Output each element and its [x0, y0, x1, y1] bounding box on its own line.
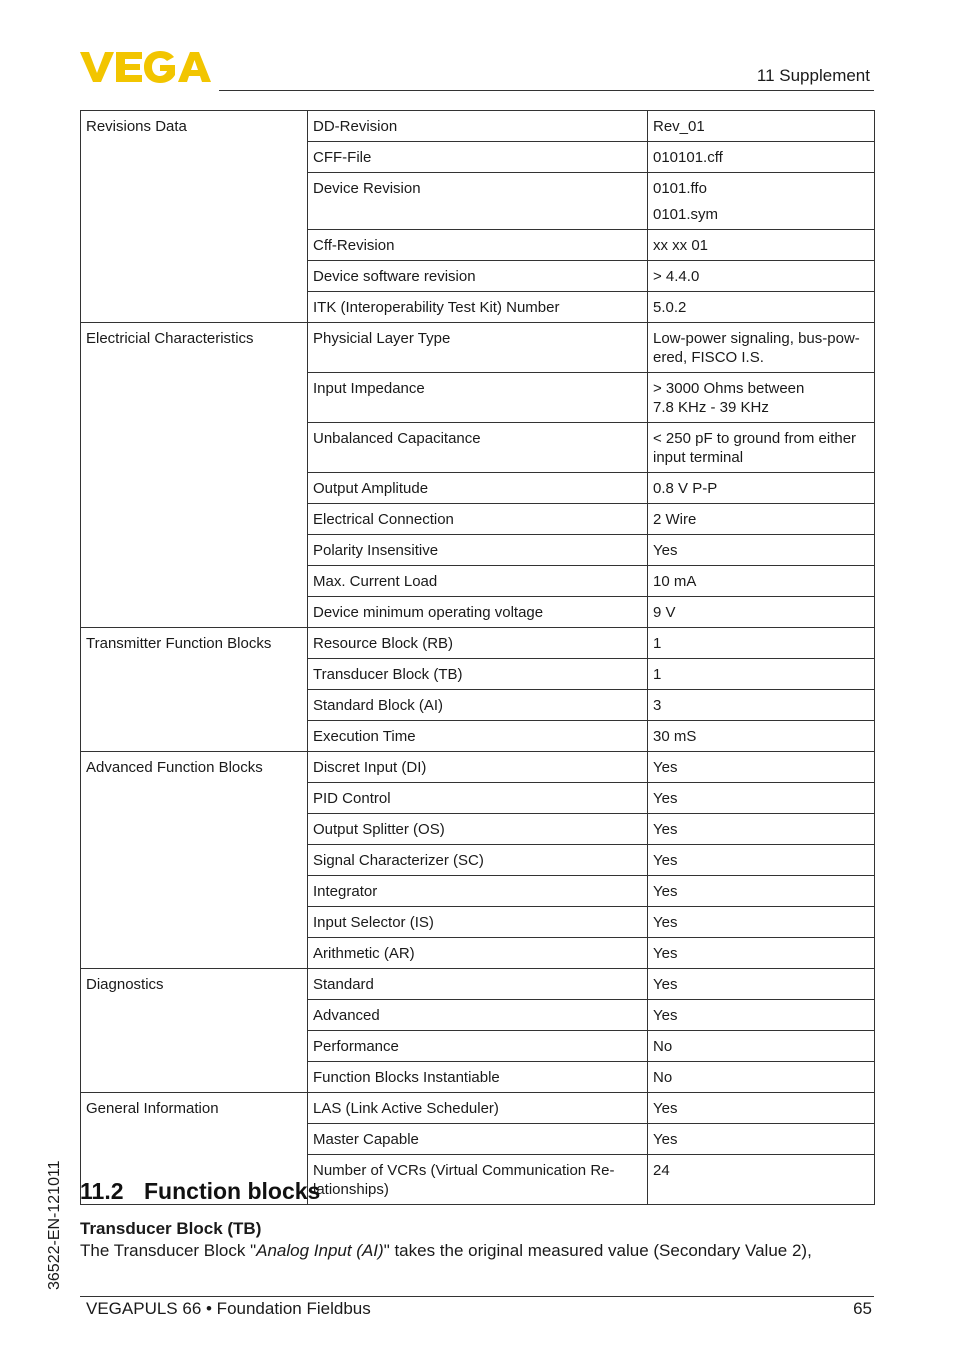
value-text: 0101.sym [653, 206, 719, 223]
value-cell [648, 845, 875, 876]
parameter-cell: Electrical Connection [308, 504, 648, 535]
paragraph-text-2: " takes the original measured value (Secondary Value 2), [383, 1241, 812, 1260]
value-cell [648, 1062, 875, 1093]
parameter-cell: Input Impedance [308, 373, 648, 423]
value-text: No [653, 1069, 673, 1086]
value-text: Yes [653, 914, 678, 931]
value-cell [648, 783, 875, 814]
value-cell [648, 907, 875, 938]
value-cell [648, 142, 875, 173]
parameter-cell: Signal Characterizer (SC) [308, 845, 648, 876]
value-cell [648, 969, 875, 1000]
value-cell [648, 721, 875, 752]
value-cell [648, 628, 875, 659]
value-text: 3 [653, 697, 662, 714]
parameter-cell: Output Amplitude [308, 473, 648, 504]
value-text: 30 mS [653, 728, 697, 745]
value-cell [648, 659, 875, 690]
section-heading [80, 1178, 320, 1205]
value-cell [648, 566, 875, 597]
parameter-cell: Physicial Layer Type [308, 323, 648, 373]
parameter-cell: Output Splitter (OS) [308, 814, 648, 845]
parameter-cell: Device software revision [308, 261, 648, 292]
value-text: > 3000 Ohms between 7.8 KHz - 39 KHz [653, 380, 805, 416]
table-row [81, 628, 875, 659]
group-cell: General Information [81, 1093, 308, 1205]
parameter-cell: Integrator [308, 876, 648, 907]
value-text: Yes [653, 883, 678, 900]
group-cell: Advanced Function Blocks [81, 752, 308, 969]
value-text: 9 V [653, 604, 676, 621]
value-cell [648, 1000, 875, 1031]
parameter-cell: Arithmetic (AR) [308, 938, 648, 969]
paragraph-text-1: The Transducer Block " [80, 1241, 257, 1260]
value-text: Yes [653, 542, 678, 559]
value-text: Yes [653, 976, 678, 993]
subheading: Transducer Block (TB) [80, 1219, 262, 1238]
group-cell: Electricial Characteristics [81, 323, 308, 628]
value-cell [648, 938, 875, 969]
parameter-cell: Advanced [308, 1000, 648, 1031]
value-text: > 4.4.0 [653, 268, 700, 285]
value-text: Yes [653, 759, 678, 776]
value-cell [648, 230, 875, 261]
value-cell [648, 814, 875, 845]
value-cell [648, 111, 875, 142]
table-row [81, 323, 875, 373]
value-cell [648, 1031, 875, 1062]
value-text: < 250 pF to ground from either input terminal [653, 430, 857, 466]
specification-table [80, 110, 875, 1205]
parameter-cell: Device minimum operating voltage [308, 597, 648, 628]
value-cell [648, 752, 875, 783]
parameter-cell: Polarity Insensitive [308, 535, 648, 566]
parameter-cell: Discret Input (DI) [308, 752, 648, 783]
parameter-cell: Standard Block (AI) [308, 690, 648, 721]
value-text: 1 [653, 635, 662, 652]
footer-product: VEGAPULS 66 • Foundation Fieldbus [86, 1299, 371, 1318]
parameter-cell: Performance [308, 1031, 648, 1062]
value-text: Yes [653, 790, 678, 807]
paragraph-emphasis: Analog Input (AI) [256, 1241, 384, 1260]
section-title: Function blocks [144, 1178, 321, 1204]
parameter-cell: Device Revision [308, 173, 648, 230]
value-text: Yes [653, 821, 678, 838]
parameter-cell: Standard [308, 969, 648, 1000]
value-text: Yes [653, 852, 678, 869]
parameter-cell: Unbalanced Capacitance [308, 423, 648, 473]
table-row [81, 1093, 875, 1124]
vega-logo [80, 50, 212, 84]
value-cell [648, 690, 875, 721]
parameter-cell: CFF-File [308, 142, 648, 173]
parameter-cell: DD-Revision [308, 111, 648, 142]
value-text: 0.8 V P-P [653, 480, 718, 497]
value-cell [648, 1093, 875, 1124]
parameter-cell: Resource Block (RB) [308, 628, 648, 659]
group-cell: Diagnostics [81, 969, 308, 1093]
footer-rule [80, 1296, 874, 1297]
group-cell: Revisions Data [81, 111, 308, 323]
value-text: 1 [653, 666, 662, 683]
value-text: 24 [653, 1162, 670, 1179]
parameter-cell: Execution Time [308, 721, 648, 752]
document-id: 36522-EN-121011 [46, 1160, 63, 1290]
value-text: Low-power signaling, bus-pow- ered, FISCO I.S. [653, 330, 860, 366]
table-row [81, 752, 875, 783]
value-text: 010101.cff [653, 149, 723, 166]
body-paragraph [80, 1241, 812, 1261]
value-text: Yes [653, 945, 678, 962]
value-cell [648, 292, 875, 323]
value-cell [648, 535, 875, 566]
value-cell [648, 423, 875, 473]
value-text: No [653, 1038, 673, 1055]
parameter-cell: Transducer Block (TB) [308, 659, 648, 690]
value-text: 10 mA [653, 573, 697, 590]
value-cell [648, 1124, 875, 1155]
value-text: 0101.ffo [653, 180, 707, 197]
chapter-title: 11 Supplement [756, 66, 870, 85]
group-cell: Transmitter Function Blocks [81, 628, 308, 752]
value-cell [648, 373, 875, 423]
parameter-cell: Max. Current Load [308, 566, 648, 597]
value-text: Yes [653, 1131, 678, 1148]
value-cell [648, 504, 875, 535]
value-cell [648, 173, 875, 230]
value-text: xx xx 01 [653, 237, 709, 254]
value-text: 5.0.2 [653, 299, 687, 316]
value-cell [648, 876, 875, 907]
parameter-cell: Function Blocks Instantiable [308, 1062, 648, 1093]
parameter-cell: PID Control [308, 783, 648, 814]
parameter-cell: Cff-Revision [308, 230, 648, 261]
parameter-cell: Input Selector (IS) [308, 907, 648, 938]
value-cell [648, 473, 875, 504]
parameter-cell: Master Capable [308, 1124, 648, 1155]
parameter-cell: Number of VCRs (Virtual Communication Re- lationships) [308, 1155, 648, 1205]
value-cell [648, 597, 875, 628]
parameter-cell: LAS (Link Active Scheduler) [308, 1093, 648, 1124]
value-cell [648, 1155, 875, 1205]
value-text: Yes [653, 1007, 678, 1024]
value-cell [648, 323, 875, 373]
section-number: 11.2 [80, 1178, 124, 1204]
value-cell [648, 261, 875, 292]
value-text: 2 Wire [653, 511, 697, 528]
table-row [81, 969, 875, 1000]
value-text: Yes [653, 1100, 678, 1117]
table-row [81, 111, 875, 142]
parameter-cell: ITK (Interoperability Test Kit) Number [308, 292, 648, 323]
header-rule [219, 90, 874, 91]
value-text: Rev_01 [653, 118, 705, 135]
page-number: 65 [853, 1299, 872, 1318]
